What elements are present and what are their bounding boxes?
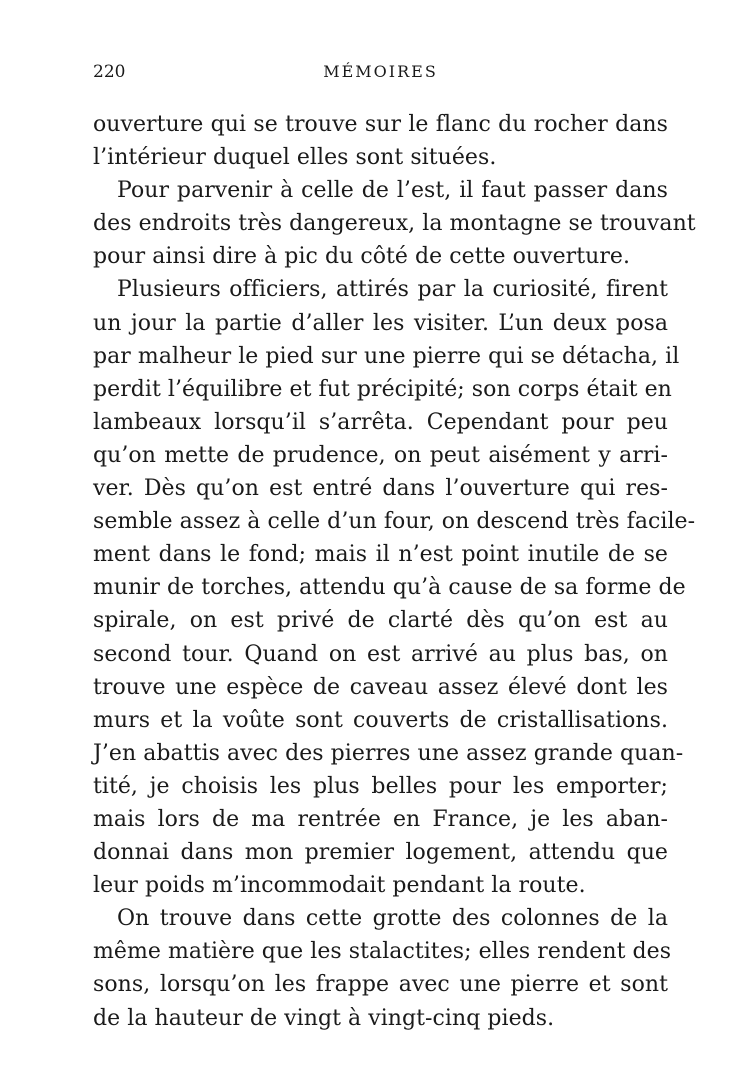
text-line: spirale, on est privé de clarté dès qu’on est au (93, 608, 668, 634)
page-number: 220 (93, 62, 126, 82)
text-line: sons, lorsqu’on les frappe avec une pierre et sont (93, 972, 668, 998)
text-line: Pour parvenir à celle de l’est, il faut passer dans (117, 178, 668, 204)
text-line: ouverture qui se trouve sur le flanc du rocher dans (93, 112, 668, 137)
text-line: des endroits très dangereux, la montagne se trouvant (93, 211, 696, 237)
text-line: Plusieurs officiers, attirés par la curiosité, firent (117, 277, 668, 303)
text-line: semble assez à celle d’un four, on descend très facile- (93, 509, 696, 535)
text-line: donnai dans mon premier logement, attendu que (93, 840, 668, 866)
text-line: second tour. Quand on est arrivé au plus bas, on (93, 641, 668, 667)
text-line: ver. Dès qu’on est entré dans l’ouverture qui res- (93, 476, 668, 502)
text-line: leur poids m’incommodait pendant la route. (93, 873, 586, 899)
text-line: trouve une espèce de caveau assez élevé dont les (93, 674, 668, 700)
text-line: On trouve dans cette grotte des colonnes de la (117, 906, 668, 932)
text-line: perdit l’équilibre et fut précipité; son corps était en (93, 376, 672, 402)
text-line: munir de torches, attendu qu’à cause de sa forme de (93, 575, 686, 601)
text-line: un jour la partie d’aller les visiter. L’un deux posa (93, 310, 668, 336)
text-line: qu’on mette de prudence, on peut aisément y arri- (93, 442, 668, 468)
text-line: par malheur le pied sur une pierre qui se détacha, il (93, 343, 680, 369)
text-line: J’en abattis avec des pierres une assez grande quan- (93, 740, 684, 766)
running-title: MÉMOIRES (323, 62, 438, 81)
text-line: de la hauteur de vingt à vingt-cinq pieds. (93, 1005, 555, 1031)
text-line: l’intérieur duquel elles sont situées. (93, 145, 497, 171)
text-line: murs et la voûte sont couverts de cristallisations. (93, 707, 668, 733)
text-line: lambeaux lorsqu’il s’arrêta. Cependant pour peu (93, 409, 668, 435)
body-text (93, 108, 696, 1035)
text-line: tité, je choisis les plus belles pour les emporter; (93, 773, 668, 799)
text-line: mais lors de ma rentrée en France, je les aban- (93, 806, 668, 832)
text-line: même matière que les stalactites; elles rendent des (93, 939, 672, 965)
text-line: pour ainsi dire à pic du côté de cette ouverture. (93, 244, 631, 270)
text-line: ment dans le fond; mais il n’est point inutile de se (93, 542, 668, 568)
running-head (93, 62, 668, 88)
